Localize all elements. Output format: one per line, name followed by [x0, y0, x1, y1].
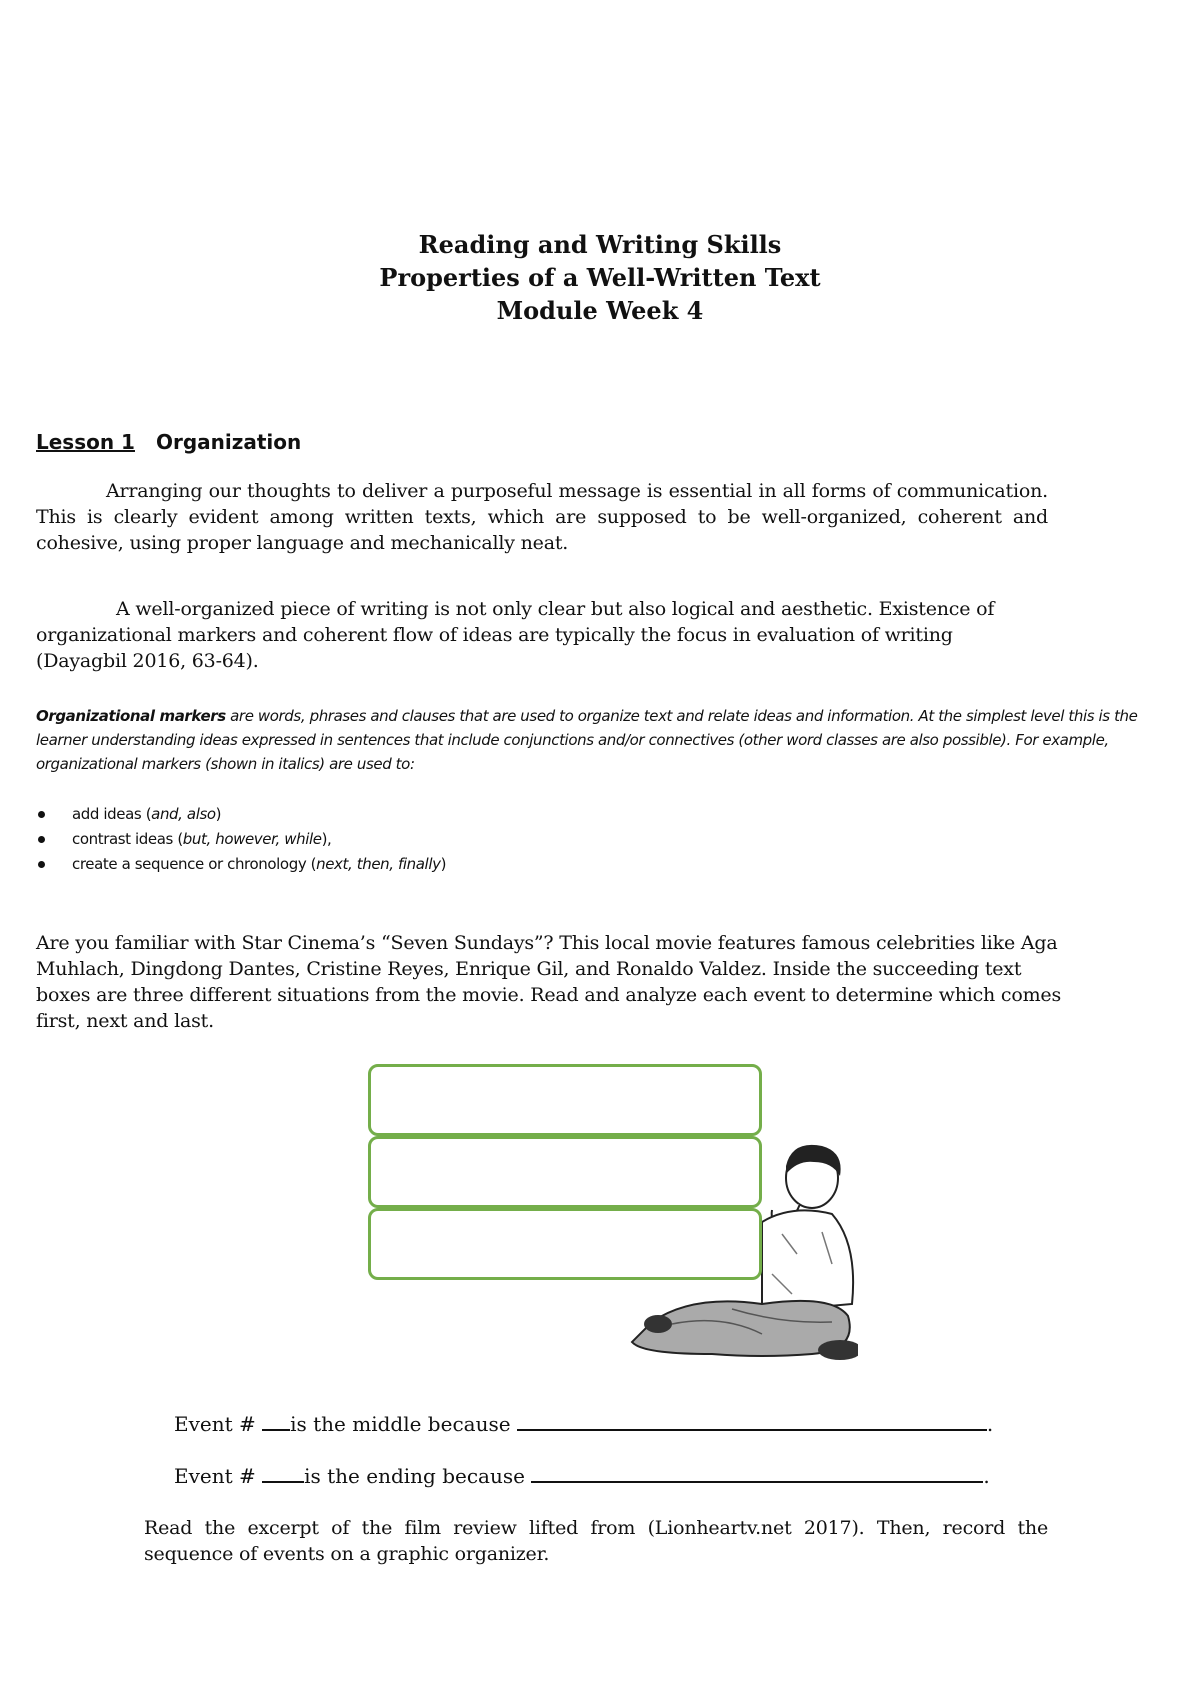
bullet-text: contrast ideas ( — [72, 830, 183, 848]
bullet-examples: and, also — [151, 805, 216, 823]
event-number-blank[interactable] — [262, 1463, 304, 1483]
organization-paragraph: A well-organized piece of writing is not only clear but also logical and aesthetic. Existence of organizational markers and coherent flow of ideas are typically the focus in evaluation of writing (Dayagbil 2016, 63-64). — [36, 598, 995, 672]
bullet-text: create a sequence or chronology ( — [72, 855, 317, 873]
title-line-3: Module Week 4 — [496, 296, 704, 325]
blank-prefix: Event # — [174, 1412, 263, 1436]
bullet-close: ), — [321, 830, 332, 848]
title-line-2: Properties of a Well-Written Text — [379, 263, 821, 292]
ending-event-blank — [174, 1462, 990, 1490]
blank-suffix: is the ending because — [304, 1464, 532, 1488]
event-box-1 — [368, 1064, 762, 1136]
markers-definition-text: are words, phrases and clauses that are used to organize text and relate ideas and information. At the simplest level this is the learner understanding ideas expressed in sentences that include conjunctions and/or connectives (other word classes are also possible). For example, organizational markers (shown in italics) are used to: — [36, 707, 1138, 773]
title-line-1: Reading and Writing Skills — [418, 230, 782, 259]
blank-prefix: Event # — [174, 1464, 263, 1488]
blank-end-mark: . — [983, 1464, 990, 1488]
list-item — [36, 802, 446, 827]
list-item — [36, 827, 446, 852]
blank-suffix: is the middle because — [290, 1412, 517, 1436]
list-item — [36, 852, 446, 877]
page-title — [0, 228, 1200, 327]
blank-end-mark: . — [986, 1412, 994, 1436]
bullet-examples: next, then, finally — [316, 855, 441, 873]
bullet-examples: but, however, while — [182, 830, 322, 848]
middle-event-blank — [174, 1410, 993, 1438]
bullet-text: add ideas ( — [72, 805, 152, 823]
marker-bullet-list — [36, 802, 446, 877]
reason-blank[interactable] — [531, 1463, 983, 1483]
event-boxes-figure — [292, 1054, 858, 1380]
intro-paragraph: Arranging our thoughts to deliver a purposeful message is essential in all forms of communication. This is clearly evident among written texts, which are supposed to be well-organized, coherent and cohesive, using proper language and mechanically neat. — [36, 480, 1048, 554]
markers-term: Organizational markers — [36, 707, 226, 725]
bullet-close: ) — [215, 805, 222, 823]
seven-sundays-paragraph: Are you familiar with Star Cinema’s “Seven Sundays”? This local movie features famous celebrities like Aga Muhlach, Dingdong Dantes, Cristine Reyes, Enrique Gil, and Ronaldo Valdez. Inside the succeeding text boxes are three different situations from the movie. Read and analyze each event to determine which comes first, next and last. — [36, 932, 1062, 1032]
lesson-name: Organization — [155, 430, 302, 454]
organizational-markers-definition — [36, 704, 1186, 776]
event-box-3 — [368, 1208, 762, 1280]
lesson-number: Lesson 1 — [36, 430, 135, 454]
event-box-2 — [368, 1136, 762, 1208]
instruction-paragraph: Read the excerpt of the film review lifted from (Lionheartv.net 2017). Then, record the sequence of events on a graphic organizer. — [144, 1517, 1048, 1565]
event-number-blank[interactable] — [262, 1411, 290, 1431]
lesson-heading — [36, 430, 301, 454]
reason-blank[interactable] — [517, 1411, 987, 1431]
bullet-close: ) — [440, 855, 447, 873]
